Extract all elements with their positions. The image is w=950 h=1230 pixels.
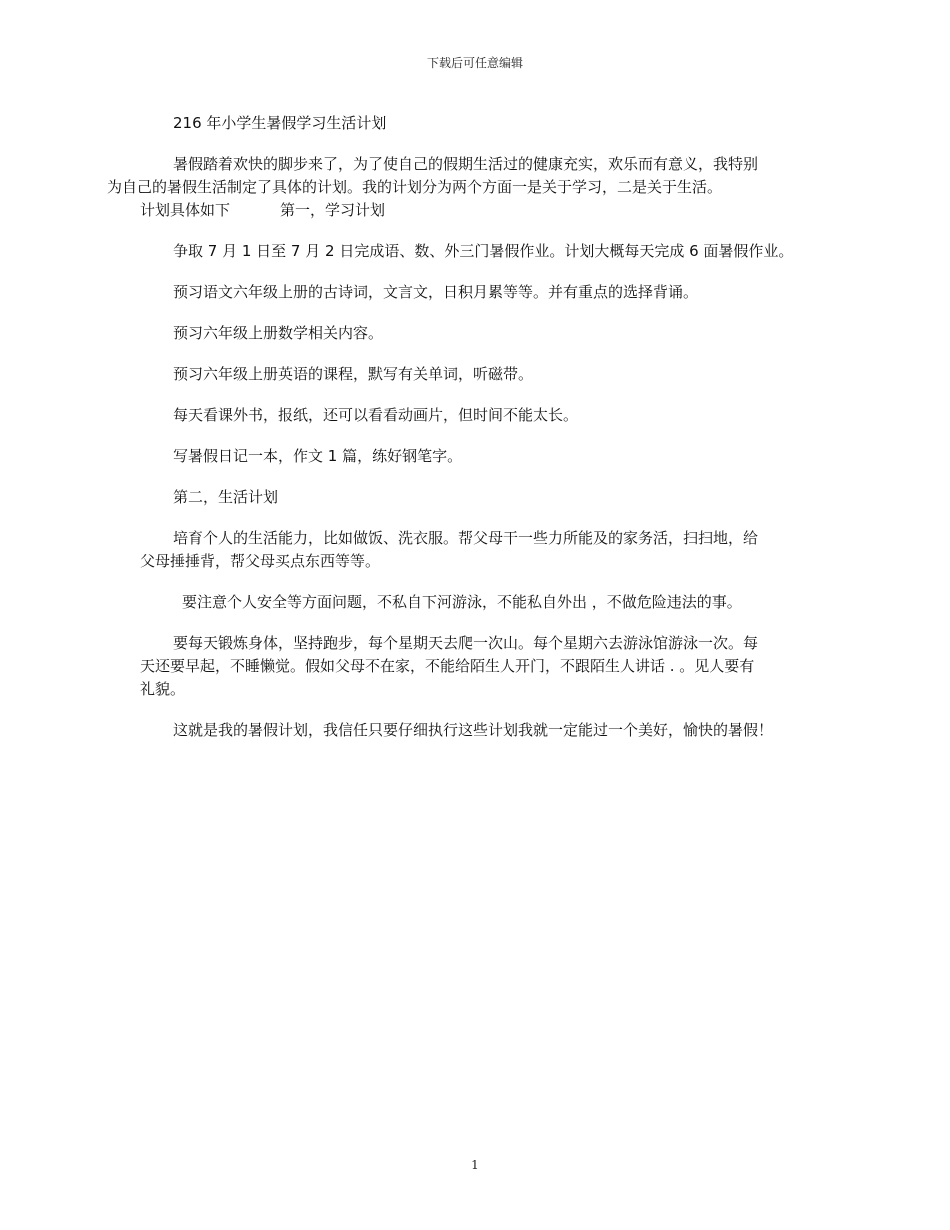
document-body: [107, 112, 820, 760]
page-number: 1: [471, 1158, 479, 1172]
life-item-3-line-1: 要每天锻炼身体，坚持跑步，每个星期天去爬一次山。每个星期六去游泳馆游泳一次。每: [173, 634, 759, 652]
life-item-3-line-2: 天还要早起，不睡懒觉。假如父母不在家，不能给陌生人开门，不跟陌生人讲话 . 。见人要有: [140, 657, 755, 675]
intro-line-3: [107, 199, 820, 222]
study-item: 争取 7 月 1 日至 7 月 2 日完成语、数、外三门暑假作业。计划大概每天完成 6 面暑假作业。: [173, 242, 794, 260]
study-item: 预习语文六年级上册的古诗词，文言文，日积月累等等。并有重点的选择背诵。: [173, 283, 699, 301]
study-heading: 第一，学习计划: [280, 201, 386, 219]
intro-line-1: 暑假踏着欢快的脚步来了，为了使自己的假期生活过的健康充实，欢乐而有意义，我特别: [173, 155, 759, 173]
life-item-3: [140, 632, 820, 701]
conclusion-paragraph: 这就是我的暑假计划，我信任只要仔细执行这些计划我就一定能过一个美好，愉快的暑假！: [173, 721, 774, 739]
intro-line-3-a: 计划具体如下: [140, 201, 231, 219]
life-item-1-line-1: 培育个人的生活能力，比如做饭、洗衣服。帮父母干一些力所能及的家务活，扫扫地，给: [173, 529, 759, 547]
study-item: 预习六年级上册数学相关内容。: [173, 324, 384, 342]
intro-line-2: 为自己的暑假生活制定了具体的计划。我的计划分为两个方面一是关于学习，二是关于生活。: [107, 178, 723, 196]
study-item: 写暑假日记一本，作文 1 篇，练好钢笔字。: [173, 447, 463, 465]
life-item-2: 要注意个人安全等方面问题，不私自下河游泳，不能私自外出 ，不做危险违法的事。: [182, 593, 742, 611]
study-item: 每天看课外书，报纸，还可以看看动画片，但时间不能太长。: [173, 406, 579, 424]
document-title: 216 年小学生暑假学习生活计划: [173, 114, 387, 132]
life-item-1: [140, 527, 820, 573]
study-item: 预习六年级上册英语的课程，默写有关单词，听磁带。: [173, 365, 534, 383]
intro-paragraph: [107, 153, 820, 222]
life-item-1-line-2: 父母捶捶背，帮父母买点东西等等。: [140, 552, 381, 570]
header-note: 下载后可任意编辑: [426, 56, 523, 70]
life-item-3-line-3: 礼貌。: [140, 680, 186, 698]
life-heading: 第二，生活计划: [173, 488, 279, 506]
